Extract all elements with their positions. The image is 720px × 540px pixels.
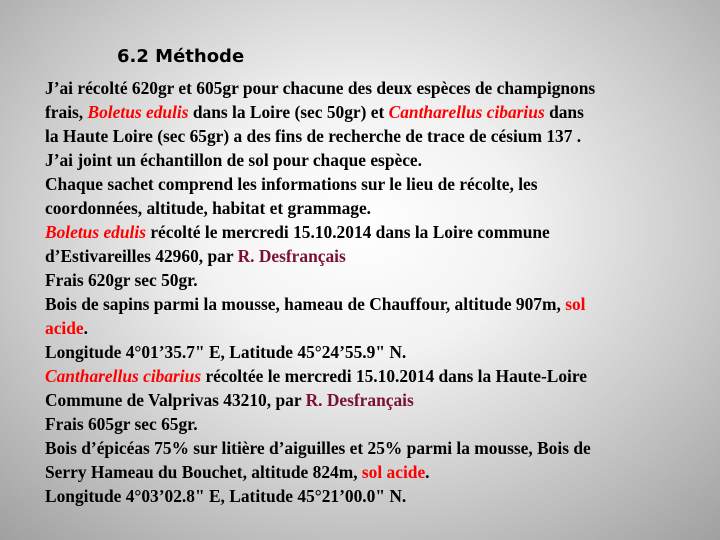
text-segment: Chaque sachet comprend les informations sur le lieu de récolte, les <box>45 174 538 194</box>
species-name-boletus: Boletus edulis <box>45 222 146 242</box>
body-line-2 <box>45 100 705 124</box>
body-line-1 <box>45 76 705 100</box>
body-line-7 <box>45 220 705 244</box>
body-line-15 <box>45 412 705 436</box>
text-segment: d’Estivareilles 42960, par <box>45 246 238 266</box>
author-name: R. Desfrançais <box>237 246 346 266</box>
text-segment: Bois d’épicéas 75% sur litière d’aiguilles et 25% parmi la mousse, Bois de <box>45 438 591 458</box>
species-name-boletus: Boletus edulis <box>87 102 189 122</box>
text-segment: J’ai récolté 620gr et 605gr pour chacune des deux espèces de champignons <box>45 78 596 98</box>
text-segment: . <box>83 318 88 338</box>
text-segment: frais, <box>45 102 88 122</box>
text-segment: Bois de sapins parmi la mousse, hameau de Chauffour, altitude 907m, <box>45 294 566 314</box>
text-segment: récoltée le mercredi 15.10.2014 dans la Haute-Loire <box>201 366 587 386</box>
text-segment: J’ai joint un échantillon de sol pour chaque espèce. <box>45 150 422 170</box>
soil-type-highlight: sol acide <box>361 462 426 482</box>
body-line-8 <box>45 244 705 268</box>
body-line-12 <box>45 340 705 364</box>
body-line-14 <box>45 388 705 412</box>
species-name-cantharellus: Cantharellus cibarius <box>45 366 202 386</box>
species-name-cantharellus: Cantharellus cibarius <box>388 102 545 122</box>
body-line-13 <box>45 364 705 388</box>
text-segment: coordonnées, altitude, habitat et grammage. <box>45 198 372 218</box>
soil-type-highlight: sol <box>565 294 586 314</box>
body-line-10 <box>45 292 705 316</box>
author-name: R. Desfrançais <box>305 390 414 410</box>
text-segment: dans <box>544 102 584 122</box>
body-line-5 <box>45 172 705 196</box>
body-line-3 <box>45 124 705 148</box>
text-segment: Serry Hameau du Bouchet, altitude 824m, <box>45 462 362 482</box>
soil-type-highlight: acide <box>45 318 84 338</box>
slide-title: 6.2 Méthode <box>117 46 245 67</box>
body-line-18 <box>45 484 705 508</box>
text-segment: Longitude 4°03’02.8" E, Latitude 45°21’00.0" N. <box>45 486 407 506</box>
body-line-9 <box>45 268 705 292</box>
text-segment: . <box>425 462 430 482</box>
text-segment: Frais 605gr sec 65gr. <box>45 414 198 434</box>
text-segment: Frais 620gr sec 50gr. <box>45 270 198 290</box>
body-line-16 <box>45 436 705 460</box>
body-line-4 <box>45 148 705 172</box>
text-segment: Commune de Valprivas 43210, par <box>45 390 306 410</box>
body-line-11 <box>45 316 705 340</box>
text-segment: dans la Loire (sec 50gr) et <box>188 102 389 122</box>
text-segment: Longitude 4°01’35.7" E, Latitude 45°24’55.9" N. <box>45 342 407 362</box>
slide-body <box>45 76 705 508</box>
body-line-17 <box>45 460 705 484</box>
text-segment: la Haute Loire (sec 65gr) a des fins de recherche de trace de césium 137 . <box>45 126 582 146</box>
body-line-6 <box>45 196 705 220</box>
text-segment: récolté le mercredi 15.10.2014 dans la Loire commune <box>145 222 550 242</box>
